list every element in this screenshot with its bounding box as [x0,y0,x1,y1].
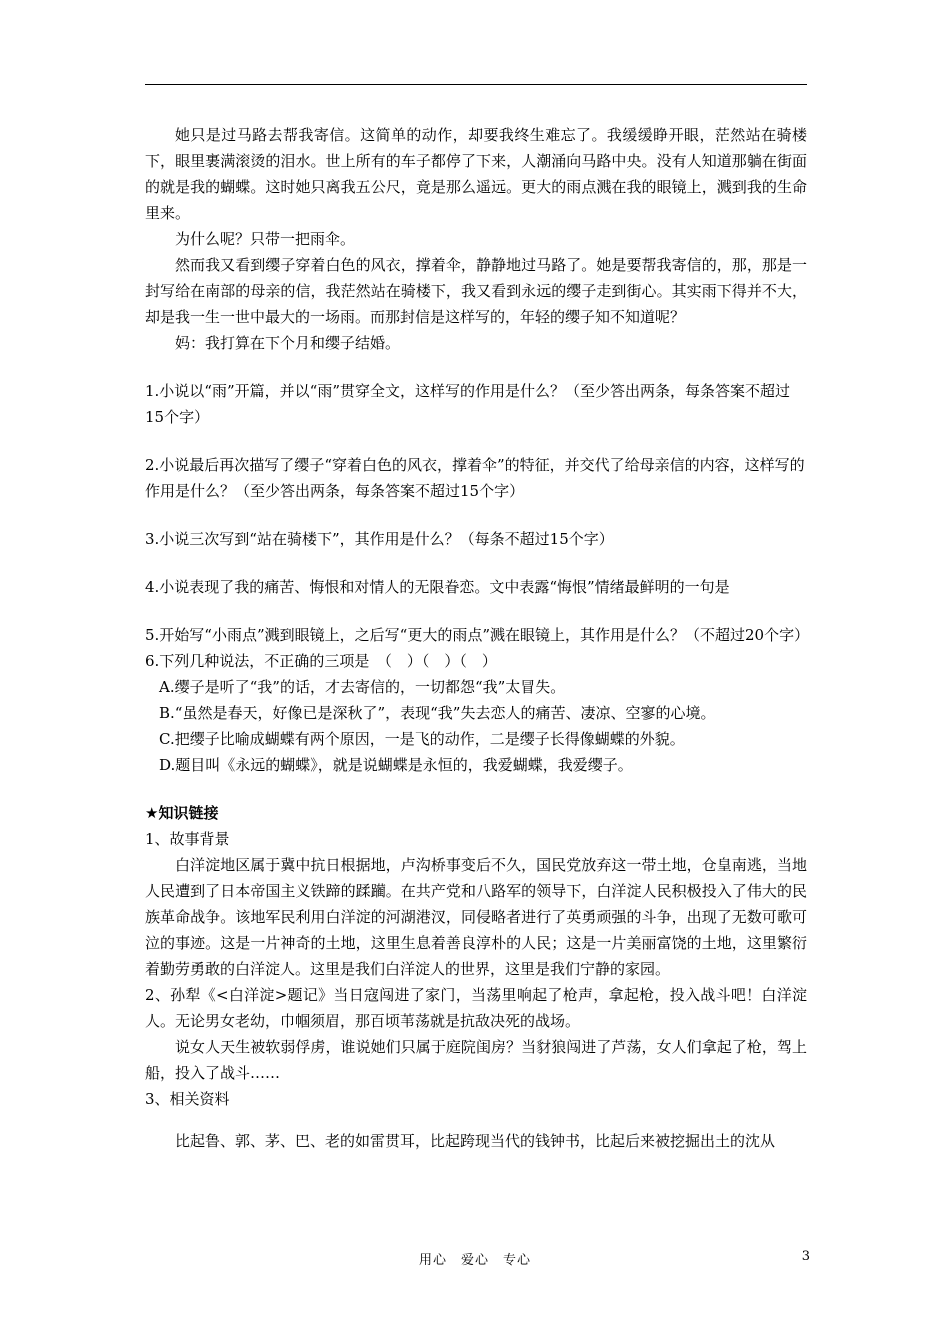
section-1-text: 白洋淀地区属于冀中抗日根据地，卢沟桥事变后不久，国民党放弃这一带土地，仓皇南逃，当地人民遭到了日本帝国主义铁蹄的蹂躏。在共产党和八路军的领导下，白洋淀人民积极投入了伟大的民族革命战争。该地军民利用白洋淀的河湖港汊，同侵略者进行了英勇顽强的斗争，出现了无数可歌可泣的事迹。这是一片神奇的土地，这里生息着善良淳朴的人民；这是一片美丽富饶的土地，这里繁衍着勤劳勇敢的白洋淀人。这里是我们白洋淀人的世界，这里是我们宁静的家园。 [145,856,807,978]
question-3: 3.小说三次写到“站在骑楼下”，其作用是什么？（每条不超过15个字） [145,530,614,548]
section-2-text: 2、孙犁《<白洋淀>题记》当日寇闯进了家门，当荡里响起了枪声，拿起枪，投入战斗吧！白洋淀人。无论男女老幼，巾帼须眉，那百顷苇荡就是抗敌决死的战场。 [145,986,807,1030]
question-5: 5.开始写“小雨点”溅到眼镜上，之后写“更大的雨点”溅在眼镜上，其作用是什么？（不超过20个字） [145,626,810,644]
story-paragraph-3: 然而我又看到缨子穿着白色的风衣，撑着伞，静静地过马路了。她是要帮我寄信的，那，那是一封写给在南部的母亲的信，我茫然站在骑楼下，我又看到永远的缨子走到街心。其实雨下得并不大，却是我一生一世中最大的一场雨。而那封信是这样写的，年轻的缨子知不知道呢？ [145,256,807,326]
option-b: B.“虽然是春天，好像已是深秋了”，表现“我”失去恋人的痛苦、凄凉、空寥的心境。 [159,704,716,722]
option-d: D.题目叫《永远的蝴蝶》，就是说蝴蝶是永恒的，我爱蝴蝶，我爱缨子。 [159,756,633,774]
section-3-title: 3、相关资料 [145,1090,230,1108]
section-2-text-2: 说女人天生被软弱俘虏，谁说她们只属于庭院闺房？当豺狼闯进了芦荡，女人们拿起了枪，驾上船，投入了战斗…… [145,1038,807,1082]
story-paragraph-2: 为什么呢？只带一把雨伞。 [175,230,356,248]
story-paragraph-4: 妈：我打算在下个月和缨子结婚。 [175,334,401,352]
question-2: 2.小说最后再次描写了缨子“穿着白色的风衣，撑着伞”的特征，并交代了给母亲信的内容，这样写的作用是什么？（至少答出两条，每条答案不超过15个字） [145,456,805,500]
section-1-title: 1、故事背景 [145,830,230,848]
question-6: 6.下列几种说法，不正确的三项是 （ ）（ ）（ ） [145,652,497,670]
question-1: 1.小说以“雨”开篇，并以“雨”贯穿全文，这样写的作用是什么？（至少答出两条，每条答案不超过15个字） [145,382,790,426]
question-4: 4.小说表现了我的痛苦、悔恨和对情人的无限眷恋。文中表露“悔恨”情绪最鲜明的一句是 [145,578,730,596]
page-number: 3 [801,1249,810,1264]
footer-motto: 用心 爱心 专心 [418,1253,531,1268]
option-c: C.把缨子比喻成蝴蝶有两个原因，一是飞的动作，二是缨子长得像蝴蝶的外貌。 [159,730,685,748]
option-a: A.缨子是听了“我”的话，才去寄信的，一切都怨“我”太冒失。 [159,678,566,696]
knowledge-heading: ★知识链接 [145,804,219,822]
section-3-text: 比起鲁、郭、茅、巴、老的如雷贯耳，比起跨现当代的钱钟书，比起后来被挖掘出土的沈从 [175,1132,776,1150]
page-body [145,122,810,1154]
story-paragraph-1: 她只是过马路去帮我寄信。这简单的动作，却要我终生难忘了。我缓缓睁开眼，茫然站在骑楼下，眼里裹满滚烫的泪水。世上所有的车子都停了下来，人潮涌向马路中央。没有人知道那躺在街面的就是我的蝴蝶。这时她只离我五公尺，竟是那么遥远。更大的雨点溅在我的眼镜上，溅到我的生命里来。 [145,126,807,222]
header-rule [145,84,807,85]
